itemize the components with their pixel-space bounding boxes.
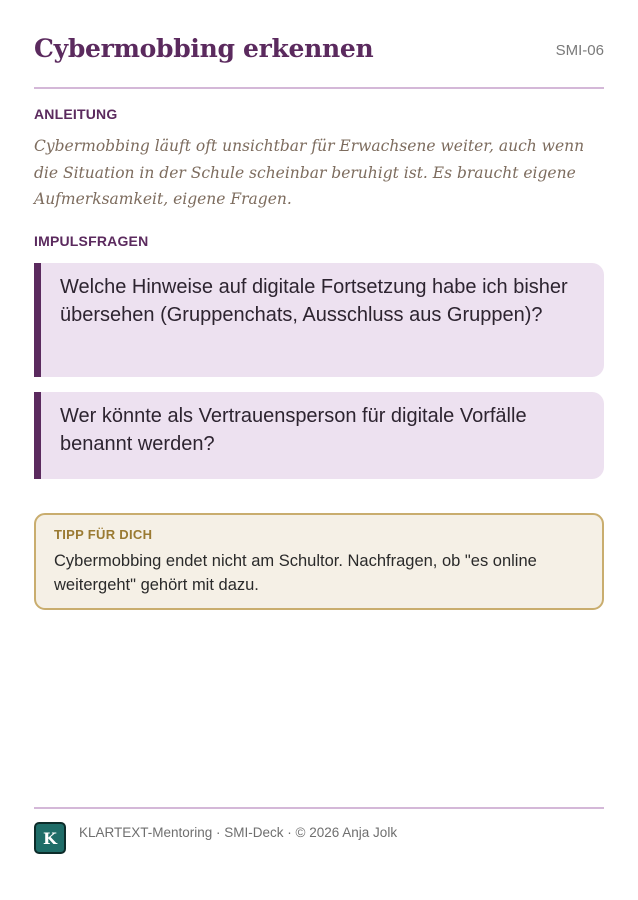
prompt-question-2: Wer könnte als Vertrauensperson für digitale Vorfälle benannt werden? bbox=[34, 392, 604, 479]
prompt-question-1: Welche Hinweise auf digitale Fortsetzung habe ich bisher übersehen (Gruppenchats, Ausschluss aus Gruppen)? bbox=[34, 263, 604, 377]
instructions-text: Cybermobbing läuft oft unsichtbar für Erwachsene weiter, auch wenn die Situation in der Schule scheinbar beruhigt ist. Es braucht eigene Aufmerksamkeit, eigene Fragen. bbox=[34, 137, 585, 208]
header-divider bbox=[34, 87, 604, 89]
prompts-label: IMPULSFRAGEN bbox=[34, 233, 149, 249]
tip-box bbox=[34, 513, 604, 610]
footer-text: KLARTEXT-Mentoring · SMI-Deck · © 2026 Anja Jolk bbox=[79, 825, 398, 840]
tip-text: Cybermobbing endet nicht am Schultor. Nachfragen, ob "es online weitergeht" gehört mit dazu. bbox=[54, 552, 537, 594]
card-header bbox=[34, 30, 604, 70]
instructions-label: ANLEITUNG bbox=[34, 106, 118, 122]
klartext-logo-icon bbox=[34, 822, 66, 854]
logo-letter: K bbox=[43, 828, 57, 848]
footer-divider bbox=[34, 807, 604, 809]
card-code: SMI-06 bbox=[555, 42, 604, 59]
tip-label: TIPP FÜR DICH bbox=[54, 527, 153, 542]
page-title: Cybermobbing erkennen bbox=[34, 34, 374, 63]
